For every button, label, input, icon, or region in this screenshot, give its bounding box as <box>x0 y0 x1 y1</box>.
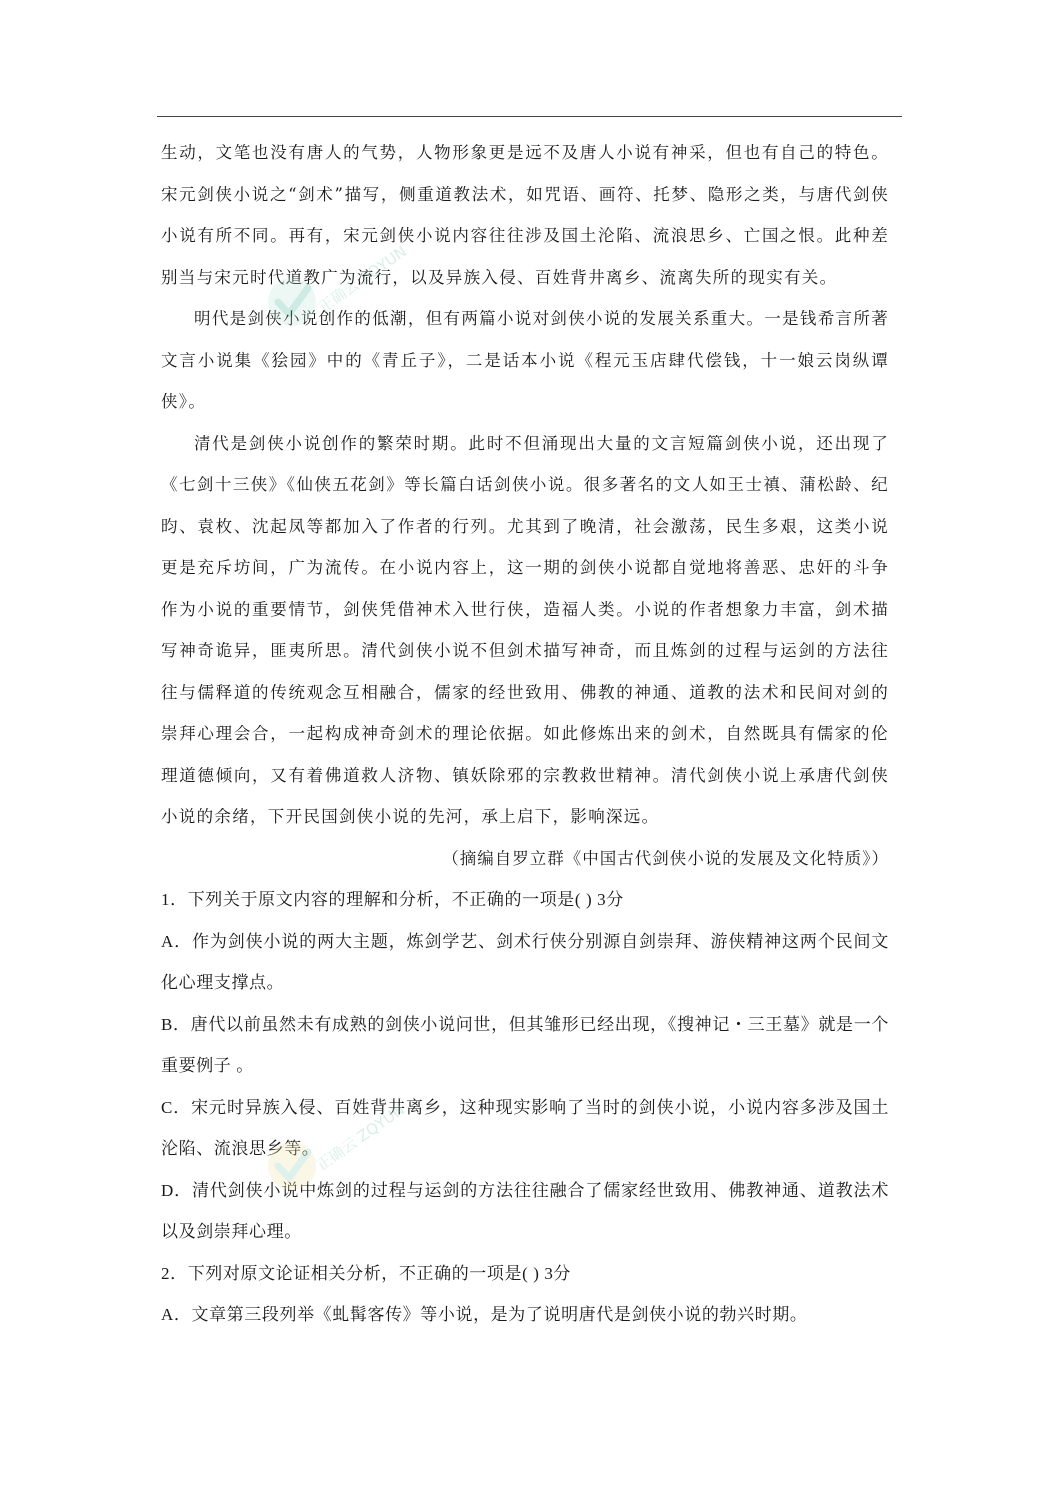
header-rule <box>157 116 902 117</box>
checkmark-logo-icon <box>262 272 322 332</box>
question-2 <box>161 1253 889 1336</box>
watermark-text: 正确云 ZQYUN <box>315 242 411 317</box>
question-title: 2．下列对原文论证相关分析，不正确的一项是( ) 3分 <box>161 1263 572 1283</box>
article-source: （摘编自罗立群《中国古代剑侠小说的发展及文化特质》） <box>442 848 889 868</box>
article-paragraph-2: 明代是剑侠小说创作的低潮，但有两篇小说对剑侠小说的发展关系重大。一是钱希言所著文言小说集《狯园》中的《青丘子》，二是话本小说《程元玉店肆代偿钱，十一娘云岗纵谭侠》。 <box>161 309 889 411</box>
article-paragraph-3: 清代是剑侠小说创作的繁荣时期。此时不但涌现出大量的文言短篇剑侠小说，还出现了《七剑十三侠》《仙侠五花剑》等长篇白话剑侠小说。很多著名的文人如王士禛、蒲松龄、纪昀、袁枚、沈起凤等都加入了作者的行列。尤其到了晚清，社会激荡，民生多艰，这类小说更是充斥坊间，广为流传。在小说内容上，这一期的剑侠小说都自觉地将善恶、忠奸的斗争作为小说的重要情节，剑侠凭借神术入世行侠，造福人类。小说的作者想象力丰富，剑术描写神奇诡异，匪夷所思。清代剑侠小说不但剑术描写神奇，而且炼剑的过程与运剑的方法往往与儒释道的传统观念互相融合，儒家的经世致用、佛教的神通、道教的法术和民间对剑的崇拜心理会合，一起构成神奇剑术的理论依据。如此修炼出来的剑术，自然既具有儒家的伦理道德倾向，又有着佛道救人济物、镇妖除邪的宗教救世精神。清代剑侠小说上承唐代剑侠小说的余绪，下开民国剑侠小说的先河，承上启下，影响深远。 <box>161 433 889 826</box>
checkmark-logo-icon <box>262 1136 322 1196</box>
option-c: C．宋元时异族入侵、百姓背井离乡，这种现实影响了当时的剑侠小说，小说内容多涉及国土沦陷、流浪思乡等。 <box>161 1097 889 1158</box>
watermark-logo <box>262 242 411 342</box>
watermark-logo <box>262 1100 409 1202</box>
option-a: A．文章第三段列举《虬髯客传》等小说，是为了说明唐代是剑侠小说的勃兴时期。 <box>161 1305 808 1324</box>
watermark-text: 正确云 ZQYUN <box>313 1100 409 1175</box>
article-paragraph-1: 生动，文笔也没有唐人的气势，人物形象更是远不及唐人小说有神采，但也有自己的特色。宋元剑侠小说之“剑术”描写，侧重道教法术，如咒语、画符、托梦、隐形之类，与唐代剑侠小说有所不同。再有，宋元剑侠小说内容往往涉及国土沦陷、流浪思乡、亡国之恨。此种差别当与宋元时代道教广为流行，以及异族入侵、百姓背井离乡、流离失所的现实有关。 <box>161 143 889 287</box>
option-a: A．作为剑侠小说的两大主题，炼剑学艺、剑术行侠分别源自剑崇拜、游侠精神这两个民间文化心理支撑点。 <box>161 931 889 992</box>
option-b: B．唐代以前虽然未有成熟的剑侠小说问世，但其雏形已经出现，《搜神记・三王墓》就是一个重要例子 。 <box>161 1014 889 1075</box>
option-d: D．清代剑侠小说中炼剑的过程与运剑的方法往往融合了儒家经世致用、佛教神通、道教法术以及剑崇拜心理。 <box>161 1180 889 1241</box>
question-title: 1．下列关于原文内容的理解和分析，不正确的一项是( ) 3分 <box>161 890 624 909</box>
